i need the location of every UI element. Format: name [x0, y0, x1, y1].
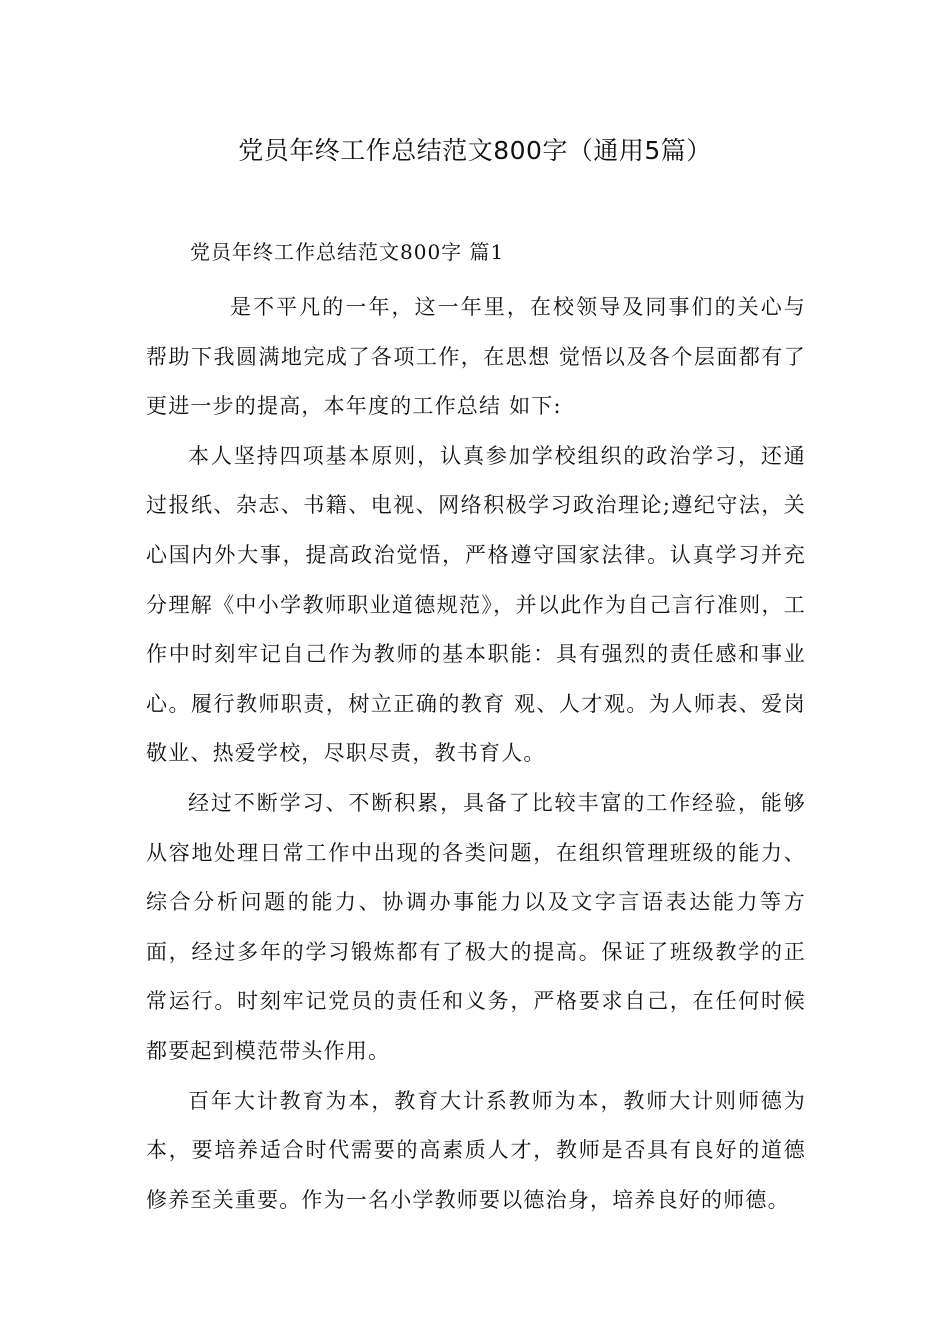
- section-heading: 党员年终工作总结范文800字 篇1: [190, 240, 505, 264]
- body-paragraph-3: 经过不断学习、不断积累，具备了比较丰富的工作经验，能够从容地处理日常工作中出现的各类问题，在组织管理班级的能力、综合分析问题的能力、协调办事能力以及文字言语表达能力等方面，经过多年的学习锻炼都有了极大的提高。保证了班级教学的正常运行。时刻牢记党员的责任和义务，严格要求自己，在任何时候都要起到模范带头作用。: [146, 790, 806, 1063]
- body-paragraph-4: 百年大计教育为本，教育大计系教师为本，教师大计则师德为本，要培养适合时代需要的高素质人才，教师是否具有良好的道德修养至关重要。作为一名小学教师要以德治身，培养良好的师德。: [146, 1088, 806, 1212]
- document-body: [146, 283, 806, 1225]
- document-title: 党员年终工作总结范文800字（通用5篇）: [238, 136, 712, 165]
- body-paragraph-1: 是不平凡的一年，这一年里，在校领导及同事们的关心与帮助下我圆满地完成了各项工作，在思想 觉悟以及各个层面都有了更进一步的提高，本年度的工作总结 如下:: [146, 295, 806, 419]
- body-paragraph-2: 本人坚持四项基本原则，认真参加学校组织的政治学习，还通过报纸、杂志、书籍、电视、网络积极学习政治理论;遵纪守法，关心国内外大事，提高政治觉悟，严格遵守国家法律。认真学习并充分理解《中小学教师职业道德规范》，并以此作为自己言行准则，工作中时刻牢记自己作为教师的基本职能：具有强烈的责任感和事业心。履行教师职责，树立正确的教育 观、人才观。为人师表、爱岗敬业、热爱学校，尽职尽责，教书育人。: [146, 443, 806, 766]
